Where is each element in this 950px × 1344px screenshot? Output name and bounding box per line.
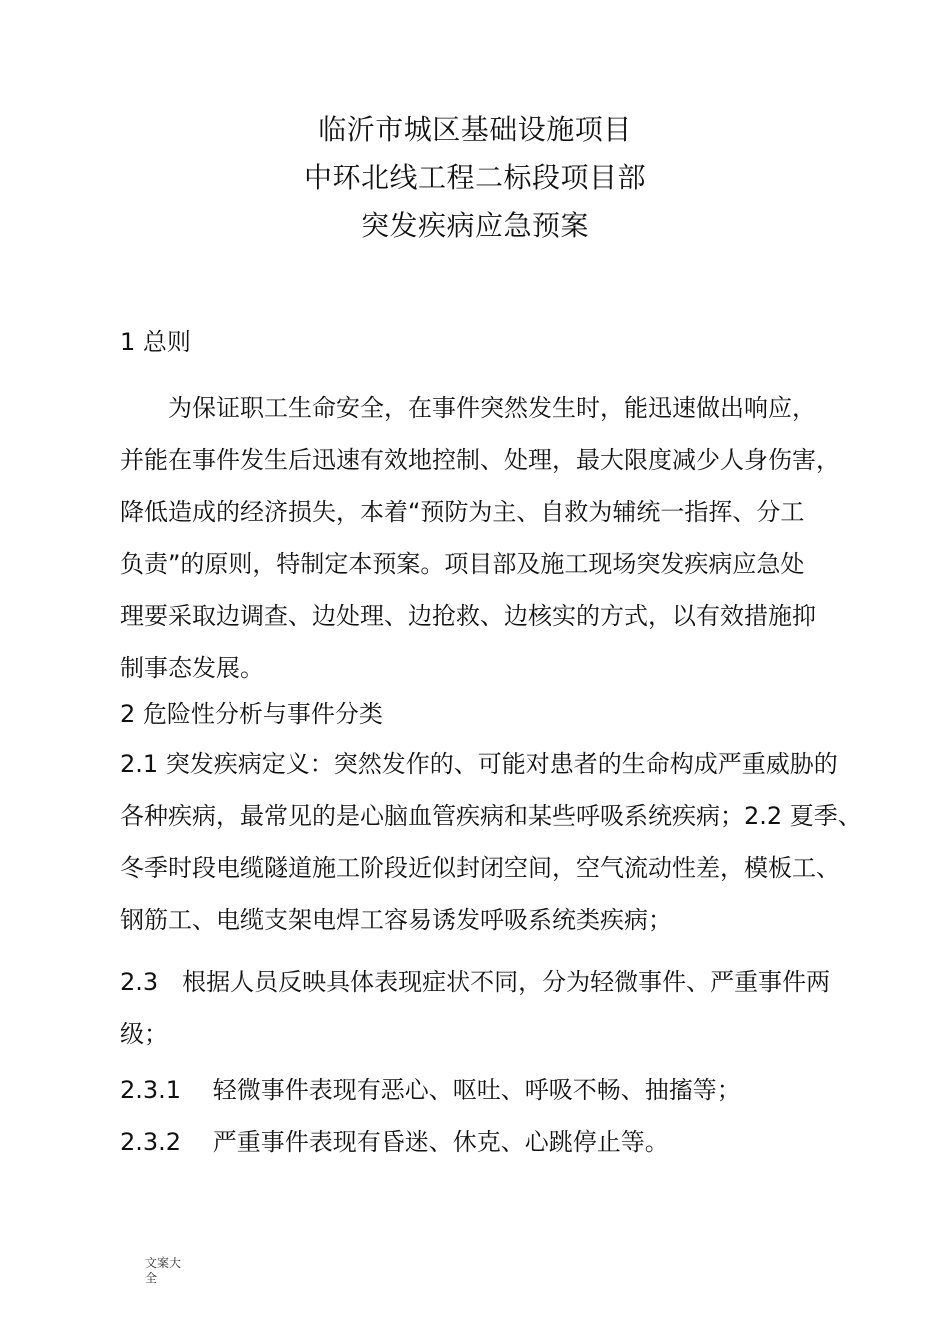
paragraph-line: 理要采取边调查、边处理、边抢救、边核实的方式，以有效措施抑	[120, 602, 816, 630]
paragraph-line: 降低造成的经济损失，本着“预防为主、自救为辅统一指挥、分工	[120, 498, 805, 526]
paragraph-line: 制事态发展。	[120, 654, 264, 682]
paragraph-line: 级；	[120, 1020, 168, 1048]
section-heading-text: 2 危险性分析与事件分类	[120, 700, 383, 728]
section-2-1-paragraph	[120, 738, 862, 946]
document-title	[0, 106, 950, 250]
paragraph-line: 为保证职工生命安全，在事件突然发生时，能迅速做出响应，	[120, 394, 816, 422]
section-1-heading	[120, 316, 840, 368]
paragraph-line: 钢筋工、电缆支架电焊工容易诱发呼吸系统类疾病；	[120, 906, 672, 934]
paragraph-line: 2.3 根据人员反映具体表现症状不同，分为轻微事件、严重事件两	[120, 968, 831, 996]
title-line-3: 突发疾病应急预案	[360, 209, 589, 242]
section-2-3-paragraph	[120, 956, 840, 1060]
footer-line-2: 全	[145, 1271, 158, 1285]
paragraph-line: 负责”的原则，特制定本预案。项目部及施工现场突发疾病应急处	[120, 550, 805, 578]
paragraph-line: 各种疾病，最常见的是心脑血管疾病和某些呼吸系统疾病；2.2 夏季、	[120, 802, 862, 830]
title-line-2: 中环北线工程二标段项目部	[303, 161, 646, 194]
section-2-3-1-paragraph	[120, 1064, 840, 1116]
section-2-3-2-paragraph	[120, 1116, 840, 1168]
paragraph-line: 并能在事件发生后迅速有效地控制、处理，最大限度减少人身伤害，	[120, 446, 840, 474]
paragraph-line: 冬季时段电缆隧道施工阶段近似封闭空间，空气流动性差，模板工、	[120, 854, 840, 882]
footer-line-1: 文案大	[145, 1256, 182, 1270]
section-2-heading	[120, 688, 840, 740]
footer-watermark	[145, 1256, 181, 1286]
section-heading-text: 1 总则	[120, 328, 191, 356]
section-1-paragraph	[120, 382, 840, 694]
paragraph-line: 2.1 突发疾病定义：突然发作的、可能对患者的生命构成严重威胁的	[120, 750, 838, 778]
paragraph-line: 2.3.2 严重事件表现有昏迷、休克、心跳停止等。	[120, 1128, 669, 1156]
paragraph-line: 2.3.1 轻微事件表现有恶心、呕吐、呼吸不畅、抽搐等；	[120, 1076, 741, 1104]
title-line-1: 临沂市城区基础设施项目	[318, 113, 632, 146]
